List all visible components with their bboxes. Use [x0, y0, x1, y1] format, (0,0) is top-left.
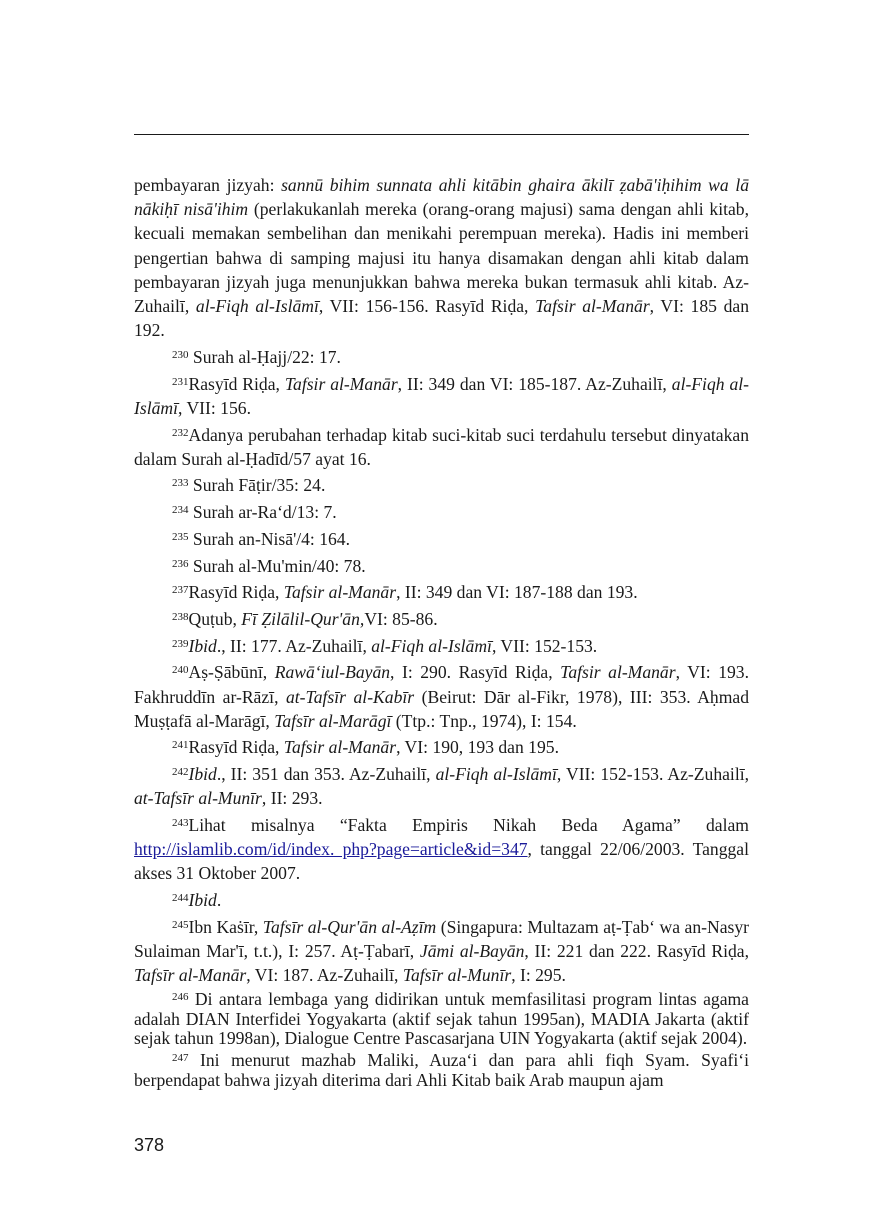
footnote-fn-230	[134, 345, 749, 369]
footnote-fn-235	[134, 527, 749, 551]
footnote-fn-247	[134, 1051, 749, 1090]
italic-title: sannū bihim sunnata ahli kitābin ghaira ākilī ẓabā'iḥihim wa lā nākiḥī nisā'ihim	[134, 175, 750, 220]
footnote-fn-238	[134, 607, 749, 631]
footnote-fn-245	[134, 915, 749, 988]
footnote-text: Di antara lembaga yang didirikan untuk memfasilitasi program lintas agama adalah DIAN Interfidei Yogyakarta (aktif sejak tahun 1995an), MADIA Jakarta (aktif sejak tahun 1998an), Dialogue Centre Pascasarjana UIN Yogyakarta (aktif sejak 2004).	[134, 989, 749, 1048]
footnote-text: .	[216, 890, 222, 911]
footnote-fn-242	[134, 762, 749, 810]
footnote-number: 239	[172, 637, 189, 650]
footnote-text: ., II: 177. Az-Zuhailī,	[216, 635, 372, 656]
italic-title: Tafsir al-Manār	[535, 296, 650, 317]
italic-title: at-Tafsīr al-Kabīr	[286, 686, 415, 707]
italic-title: Ibid	[188, 890, 217, 911]
footnote-fn-241	[134, 735, 749, 759]
footnote-text: , VI: 187. Az-Zuhailī,	[246, 965, 403, 986]
footnote-number: 236	[172, 557, 189, 570]
footnote-fn-244	[134, 888, 749, 912]
italic-title: Tafsīr al-Manār	[134, 965, 247, 986]
footnote-fn-231	[134, 372, 749, 420]
footnote-number: 235	[172, 530, 189, 543]
footnote-text: (Singapura: Multazam aṭ-Ṭab‘ wa an-Nasyr Sulaiman Mar'ī, t.t.), I: 257. Aṭ-Ṭabarī,	[134, 916, 750, 962]
footnote-text: , VI: 185 dan 192.	[134, 296, 749, 341]
header-rule	[134, 134, 749, 135]
italic-title: Tafsīr al-Marāgī	[274, 710, 392, 731]
italic-title: Jāmi al-Bayān	[419, 941, 525, 962]
footnote-number: 247	[172, 1052, 189, 1064]
italic-title: Tafsir al-Manār	[283, 582, 397, 603]
italic-title: al-Fiqh al-Islāmī	[371, 635, 492, 656]
footnote-number: 245	[172, 918, 189, 931]
footnote-number: 233	[172, 477, 189, 490]
footnote-text: (Ttp.: Tnp., 1974), I: 154.	[391, 710, 577, 731]
italic-title: Tafsir al-Manār	[283, 737, 397, 758]
footnote-fn-233	[134, 473, 749, 497]
footnote-text: Rasyīd Riḍa,	[188, 582, 284, 603]
italic-title: Rawā‘iul-Bayān	[274, 662, 391, 683]
footnote-fn-229-cont	[134, 173, 749, 342]
footnote-text: (Beirut: Dār al-Fikr, 1978), III: 353. Aḥmad Muṣṭafā al-Marāgī,	[134, 686, 750, 731]
italic-title: Ibid	[188, 635, 217, 656]
footnote-fn-236	[134, 554, 749, 578]
footnote-text: , VI: 190, 193 dan 195.	[396, 737, 559, 758]
footnote-number: 232	[172, 426, 189, 439]
footnote-text: , II: 349 dan VI: 185-187. Az-Zuhailī,	[397, 373, 672, 394]
footnote-text: Surah Fāṭir/35: 24.	[192, 475, 326, 496]
footnote-text: Ini menurut mazhab Maliki, Auza‘i dan para ahli fiqh Syam. Syafi‘i berpendapat bahwa jizyah diterima dari Ahli Kitab baik Arab maupun ajam	[134, 1050, 749, 1090]
footnote-text: Quṭub,	[188, 608, 242, 629]
footnotes-block	[134, 173, 749, 1090]
footnote-fn-234	[134, 500, 749, 524]
footnote-text: Rasyīd Riḍa,	[188, 373, 285, 394]
italic-title: Tafsīr al-Munīr	[402, 965, 512, 986]
footnote-fn-237	[134, 580, 749, 604]
italic-title: Tafsīr al-Qur'ān al-Aẓīm	[262, 916, 437, 937]
footnote-fn-243	[134, 813, 749, 886]
footnote-text: , I: 290. Rasyīd Riḍa,	[390, 662, 561, 683]
footnote-text: , VII: 152-153.	[491, 635, 598, 656]
footnote-text: , VII: 156-156. Rasyīd Riḍa,	[318, 296, 536, 317]
footnote-text: ., II: 351 dan 353. Az-Zuhailī,	[216, 764, 436, 785]
footnote-text: , II: 221 dan 222. Rasyīd Riḍa,	[524, 941, 749, 962]
footnote-text: , II: 293.	[261, 788, 323, 809]
page-number: 378	[134, 1135, 165, 1155]
footnote-number: 240	[172, 664, 189, 677]
footnote-text: Aṣ-Ṣābūnī,	[188, 662, 275, 683]
footnote-number: 231	[172, 375, 189, 388]
reference-link[interactable]: http://islamlib.com/id/index. php?page=article&id=347	[134, 839, 528, 860]
footnote-fn-232	[134, 423, 749, 471]
footnote-number: 243	[172, 817, 189, 830]
footnote-number: 234	[172, 504, 189, 517]
footnote-text: , VII: 156.	[177, 397, 251, 418]
footnote-number: 237	[172, 584, 189, 597]
footnote-text: Surah an-Nisā'/4: 164.	[192, 528, 350, 549]
footnote-text: , VI: 193. Fakhruddīn ar-Rāzī,	[134, 662, 749, 707]
footnote-number: 238	[172, 610, 189, 623]
italic-title: Ibid	[188, 764, 217, 785]
footnote-text: Surah ar-Ra‘d/13: 7.	[192, 502, 337, 523]
footnote-fn-240	[134, 660, 749, 733]
footnote-fn-246	[134, 990, 749, 1049]
footnote-number: 246	[172, 991, 189, 1003]
footnote-number: 242	[172, 766, 189, 779]
footnote-text: , VII: 152-153. Az-Zuhailī,	[556, 764, 749, 785]
italic-title: al-Fiqh al-Islāmī	[435, 764, 557, 785]
footnote-text: , tanggal 22/06/2003. Tanggal akses 31 Oktober 2007.	[134, 839, 749, 884]
italic-title: Fī Ẓilālil-Qur'ān,	[241, 608, 365, 629]
footnote-text: Surah al-Mu'min/40: 78.	[192, 555, 366, 576]
footnote-text: Surah al-Ḥajj/22: 17.	[192, 346, 341, 367]
footnote-number: 230	[172, 348, 189, 361]
footnote-number: 241	[172, 739, 189, 752]
italic-title: at-Tafsīr al-Munīr	[134, 788, 262, 809]
footnote-text: , II: 349 dan VI: 187-188 dan 193.	[396, 582, 638, 603]
footnote-text: Lihat misalnya “Fakta Empiris Nikah Beda Agama” dalam	[188, 815, 749, 836]
italic-title: al-Fiqh al-Islāmī	[195, 296, 319, 317]
italic-title: al-Fiqh al-Islāmī	[134, 373, 750, 418]
footnote-text: (perlakukanlah mereka (orang-orang majusi) sama dengan ahli kitab, kecuali memakan sembelihan dan menikahi perempuan mereka). Hadis ini memberi pengertian bahwa di samping majusi itu hanya disamakan dengan ahli kitab dalam pembayaran jizyah juga menunjukkan bahwa mereka bukan termasuk ahli kitab. Az-Zuhailī,	[134, 199, 749, 317]
footnote-fn-239	[134, 634, 749, 658]
footnote-text: Adanya perubahan terhadap kitab suci-kitab suci terdahulu tersebut dinyatakan dalam Surah al-Ḥadīd/57 ayat 16.	[134, 424, 749, 469]
footnote-text: Ibn Kaṡīr,	[188, 916, 263, 937]
italic-title: Tafsir al-Manār	[560, 662, 676, 683]
footnote-text: , I: 295.	[511, 965, 566, 986]
footnote-text: Rasyīd Riḍa,	[188, 737, 284, 758]
footnote-text: pembayaran jizyah:	[134, 175, 282, 195]
footnote-number: 244	[172, 892, 189, 905]
footnote-text: VI: 85-86.	[364, 608, 438, 629]
italic-title: Tafsir al-Manār	[284, 373, 398, 394]
